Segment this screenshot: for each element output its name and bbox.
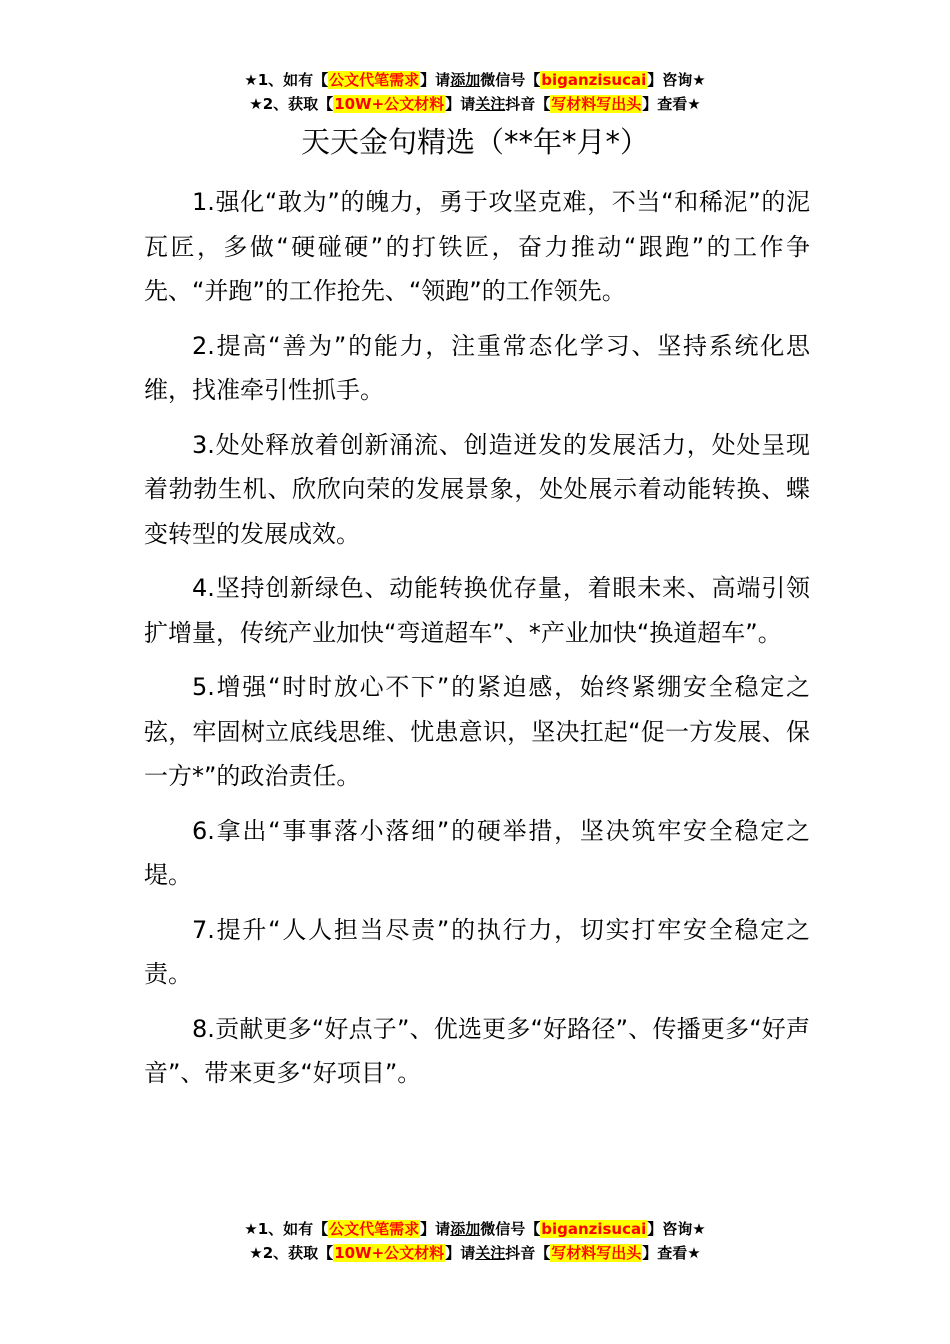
banner-text: 抖音【: [505, 1244, 551, 1262]
highlight-badge: 10W+公文材料: [334, 95, 445, 113]
highlight-badge: 10W+公文材料: [334, 1244, 445, 1262]
banner-text: 】咨询★: [647, 1220, 706, 1238]
banner-text: ★2、获取【: [249, 1244, 334, 1262]
highlight-badge: 公文代笔需求: [329, 71, 420, 89]
banner-line-1: [0, 68, 950, 92]
underlined-text: 关注: [475, 95, 506, 113]
banner-text: 】查看★: [642, 1244, 701, 1262]
underlined-text: 关注: [475, 1244, 506, 1262]
paragraph-7: 7.提升“人人担当尽责”的执行力，切实打牢安全稳定之责。: [144, 915, 810, 988]
page-title: 天天金句精选（**年*月*）: [300, 125, 649, 159]
wechat-id-badge: biganzisucai: [541, 1220, 647, 1238]
underlined-text: 添加: [450, 71, 481, 89]
banner-text: 】请: [445, 95, 476, 113]
banner-text: 抖音【: [505, 95, 551, 113]
banner-text: 】查看★: [642, 95, 701, 113]
douyin-account-badge: 写材料写出头: [551, 95, 642, 113]
banner-line-2: [0, 1241, 950, 1265]
paragraph-5: 5.增强“时时放心不下”的紧迫感，始终紧绷安全稳定之弦，牢固树立底线思维、忧患意识，坚决扛起“促一方发展、保一方*”的政治责任。: [144, 673, 810, 790]
banner-line-2: [0, 92, 950, 116]
paragraph-4: 4.坚持创新绿色、动能转换优存量，着眼未来、高端引领扩增量，传统产业加快“弯道超车”、*产业加快“换道超车”。: [144, 574, 810, 647]
douyin-account-badge: 写材料写出头: [551, 1244, 642, 1262]
wechat-id-badge: biganzisucai: [541, 71, 647, 89]
header-banner: [0, 68, 950, 116]
banner-text: 】咨询★: [647, 71, 706, 89]
banner-text: 】请: [420, 1220, 451, 1238]
paragraph-6: 6.拿出“事事落小落细”的硬举措，坚决筑牢安全稳定之堤。: [144, 816, 810, 889]
banner-text: 】请: [445, 1244, 476, 1262]
paragraph-2: 2.提高“善为”的能力，注重常态化学习、坚持系统化思维，找准牵引性抓手。: [144, 331, 810, 404]
paragraph-1: 1.强化“敢为”的魄力，勇于攻坚克难，不当“和稀泥”的泥瓦匠，多做“硬碰硬”的打铁匠，奋力推动“跟跑”的工作争先、“并跑”的工作抢先、“领跑”的工作领先。: [144, 188, 810, 305]
underlined-text: 添加: [450, 1220, 481, 1238]
banner-text: ★2、获取【: [249, 95, 334, 113]
banner-text: ★1、如有【: [244, 1220, 329, 1238]
footer-banner: [0, 1217, 950, 1265]
paragraph-8: 8.贡献更多“好点子”、优选更多“好路径”、传播更多“好声音”、带来更多“好项目”。: [144, 1014, 810, 1087]
banner-text: ★1、如有【: [244, 71, 329, 89]
banner-text: 微信号【: [480, 71, 541, 89]
paragraph-3: 3.处处释放着创新涌流、创造迸发的发展活力，处处呈现着勃勃生机、欣欣向荣的发展景象，处处展示着动能转换、蝶变转型的发展成效。: [144, 430, 810, 548]
highlight-badge: 公文代笔需求: [329, 1220, 420, 1238]
document-body: [144, 180, 810, 1106]
banner-line-1: [0, 1217, 950, 1241]
banner-text: 微信号【: [480, 1220, 541, 1238]
banner-text: 】请: [420, 71, 451, 89]
